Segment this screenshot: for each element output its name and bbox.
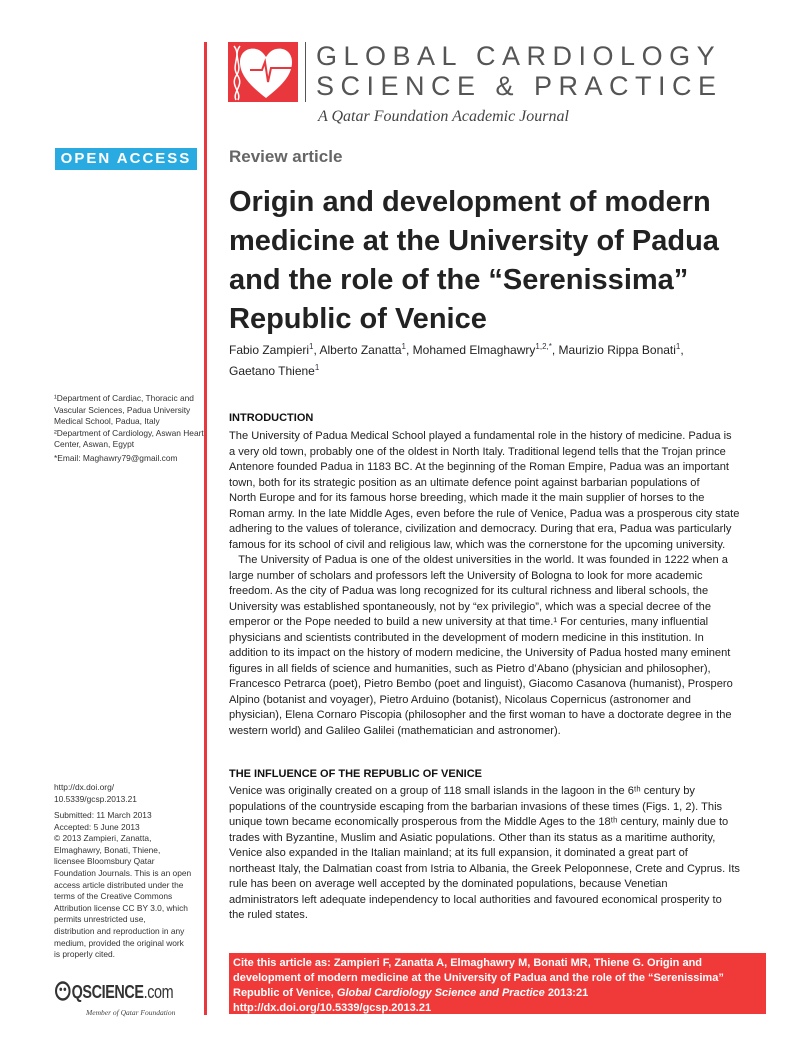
author-name: , Maurizio Rippa Bonati (551, 343, 676, 357)
text-line: Roman army. In the late Middle Ages, even before the rule of Venice, Padua was a prosperous city state (229, 507, 740, 520)
doi-line: 10.5339/gcsp.2013.21 (54, 793, 137, 804)
text-line: addition to its impact on the history of modern medicine, the University of Padua hosted many eminent (229, 647, 731, 660)
doi-line: http://dx.doi.org/ (54, 782, 115, 792)
citation-year: 2013:21 (544, 987, 589, 999)
text-line: The University of Padua Medical School played a fundamental role in the history of medicine. Padua is (229, 430, 732, 442)
info-line: Elmaghawry, Bonati, Thiene, (54, 844, 161, 855)
text-line: physicians and scientists contributed in the development of modern medicine in this institution. In (229, 631, 704, 644)
text-line: western world) and Galileo Galilei (mathematician and astronomer). (229, 725, 561, 738)
affiliation-line: ²Department of Cardiology, Aswan Heart (54, 427, 204, 438)
info-line: Foundation Journals. This is an open (54, 867, 192, 878)
affiliation-line: Center, Aswan, Egypt (54, 439, 135, 450)
publisher-subtitle: Member of Qatar Foundation (86, 1008, 176, 1017)
text-line: Antenore founded Padua in 1183 BC. At the beginning of the Roman Empire, Padua was an important (229, 461, 729, 474)
journal-title-line2: SCIENCE & PRACTICE (316, 71, 723, 101)
publisher-name: QSCIENCE (71, 982, 144, 1002)
title-line: and the role of the “Serenissima” (229, 264, 689, 296)
paragraph (229, 553, 733, 740)
journal-tagline: A Qatar Foundation Academic Journal (318, 108, 569, 125)
affiliation-line: Medical School, Padua, Italy (54, 416, 160, 427)
affiliation-mark[interactable]: 1 (675, 342, 681, 351)
paragraph (229, 784, 740, 924)
text-line: adhering to the values of tolerance, civilization and democracy. During that era, Padua was particularly (229, 523, 732, 536)
text-line: Francesco Petrarca (poet), Pietro Bembo (poet and linguist), Giacomo Casanova (humanist), Prospero (229, 678, 733, 691)
info-line: distribution and reproduction in any (54, 925, 185, 936)
info-line: permits unrestricted use, (54, 914, 146, 925)
margin-rule (204, 42, 207, 1015)
citation-line: development of modern medicine at the University of Padua and the role of the “Serenissima” (233, 972, 724, 984)
author-name: , Mohamed Elmaghawry (406, 343, 536, 357)
text-line: town, both for its strategic position as an ultimate defence point against barbarian populations of (229, 476, 700, 489)
article-type: Review article (229, 147, 343, 166)
author-name: Fabio Zampieri (229, 343, 310, 357)
text-line: University was established spontaneously, not by “ex privilegio”, which was a special decree of the (229, 600, 711, 613)
info-line: © 2013 Zampieri, Zanatta, (54, 833, 152, 844)
text-line: North Europe and for its famous horse breeding, which made it the main supplier of horses to the (229, 492, 705, 505)
text-line: freedom. As the city of Padua was long recognized for its cultural richness and liberal schools, the (229, 585, 709, 598)
text-line: figures in all fields of science and humanities, such as Pietro d’Abano (physician and philosopher), (229, 662, 711, 675)
text-line: Venice also expanded in the Italian mainland; at its full expansion, it dominated a great part of (229, 847, 688, 860)
author-list (229, 338, 684, 380)
affiliation-line: Vascular Sciences, Padua University (54, 404, 191, 415)
article-info (54, 810, 204, 961)
text-line: populations of the countryside escaping from the barbarian invasions of these times (Figs. 1, 2). This (229, 800, 723, 813)
text-line: Alpino (botanist and voyager), Pietro Arduino (botanist), Nicolaus Copernicus (astronomer and (229, 693, 691, 706)
title-line: Origin and development of modern (229, 186, 711, 218)
qscience-face-icon (54, 980, 72, 1002)
citation-line: Cite this article as: Zampieri F, Zanatta A, Elmaghawry M, Bonati MR, Thiene G. Origin and (233, 957, 703, 969)
logo-divider (305, 42, 306, 102)
text-line: rule has been on average well accepted by the dominated populations, because Venetian (229, 878, 668, 891)
info-line: is properly cited. (54, 949, 115, 960)
text-line: famous for its school of civil and religious law, which was the cornerstone for the upcoming university. (229, 538, 726, 551)
affiliation-line: ¹Department of Cardiac, Thoracic and (54, 393, 194, 403)
author-name: , Alberto Zanatta (313, 343, 402, 357)
open-access-badge: OPEN ACCESS (55, 148, 197, 170)
affiliation-mark[interactable]: 1 (309, 342, 314, 351)
section-heading-venice: THE INFLUENCE OF THE REPUBLIC OF VENICE (229, 768, 483, 780)
citation-text: Republic of Venice, (233, 987, 337, 999)
affiliation-mark[interactable]: 1 (401, 342, 406, 351)
affiliation-mark[interactable]: 1 (314, 363, 320, 372)
title-line: medicine at the University of Padua (229, 225, 719, 257)
text-line: The University of Padua is one of the oldest universities in the world. It was founded in 1222 when a (229, 554, 728, 566)
text-line: physician), Elena Cornaro Piscopia (philosopher and the first woman to have a doctorate degree in the (229, 709, 732, 722)
info-line: access article distributed under the (54, 879, 184, 890)
journal-title-line1: GLOBAL CARDIOLOGY (316, 41, 722, 71)
text-line: trades with Byzantine, Muslim and Asiatic populations. Other than its status as a maritime authority, (229, 831, 716, 844)
text-line: Venice was originally created on a group of 118 small islands in the lagoon in the 6ᵗʰ century by (229, 785, 695, 797)
text-line: large number of scholars and professors left the University of Bologna to look for more academic (229, 569, 703, 582)
text-line: the ruled states. (229, 909, 308, 922)
text-line: emperor or the Pope needed to build a new university at that time.¹ For centuries, many influential (229, 616, 709, 629)
corresponding-email[interactable]: *Email: Maghawry79@gmail.com (54, 453, 178, 463)
info-line: terms of the Creative Commons (54, 891, 173, 902)
section-heading-introduction: INTRODUCTION (229, 412, 314, 424)
paragraph (229, 429, 739, 553)
info-line: medium, provided the original work (54, 937, 184, 948)
info-line: Attribution license CC BY 3.0, which (54, 902, 188, 913)
affiliation-mark[interactable]: 1,2,* (535, 342, 552, 351)
text-line: northeast Italy, the Dalmatian coast from Istria to Albania, the Greek Peloponnese, Crete and Cyprus. Its (229, 862, 740, 875)
qscience-logo (54, 980, 173, 1003)
publisher-suffix: .com (143, 982, 174, 1002)
title-line: Republic of Venice (229, 303, 487, 335)
article-title (229, 183, 769, 339)
citation-doi-link[interactable]: http://dx.doi.org/10.5339/gcsp.2013.21 (233, 1002, 432, 1014)
author-name: Gaetano Thiene (229, 364, 315, 378)
info-line: Submitted: 11 March 2013 (54, 810, 152, 820)
citation-journal: Global Cardiology Science and Practice (336, 987, 545, 999)
text-line: administrators left adequate independency to local authorities and favoured economical prosperity to (229, 893, 722, 906)
citation-box (229, 953, 766, 1014)
info-line: Accepted: 5 June 2013 (54, 821, 140, 832)
info-line: licensee Bloomsbury Qatar (54, 856, 155, 867)
doi-link[interactable] (54, 782, 204, 805)
text-line: unique town became economically prosperous from the Middle Ages to the 18ᵗʰ century, mainly due to (229, 816, 729, 829)
author-separator: , (680, 343, 684, 357)
affiliations (54, 393, 204, 451)
text-line: a very old town, probably one of the oldest in North Italy. Traditional legend tells that the Trojan prince (229, 445, 726, 458)
journal-logo-heart-icon (228, 42, 298, 102)
